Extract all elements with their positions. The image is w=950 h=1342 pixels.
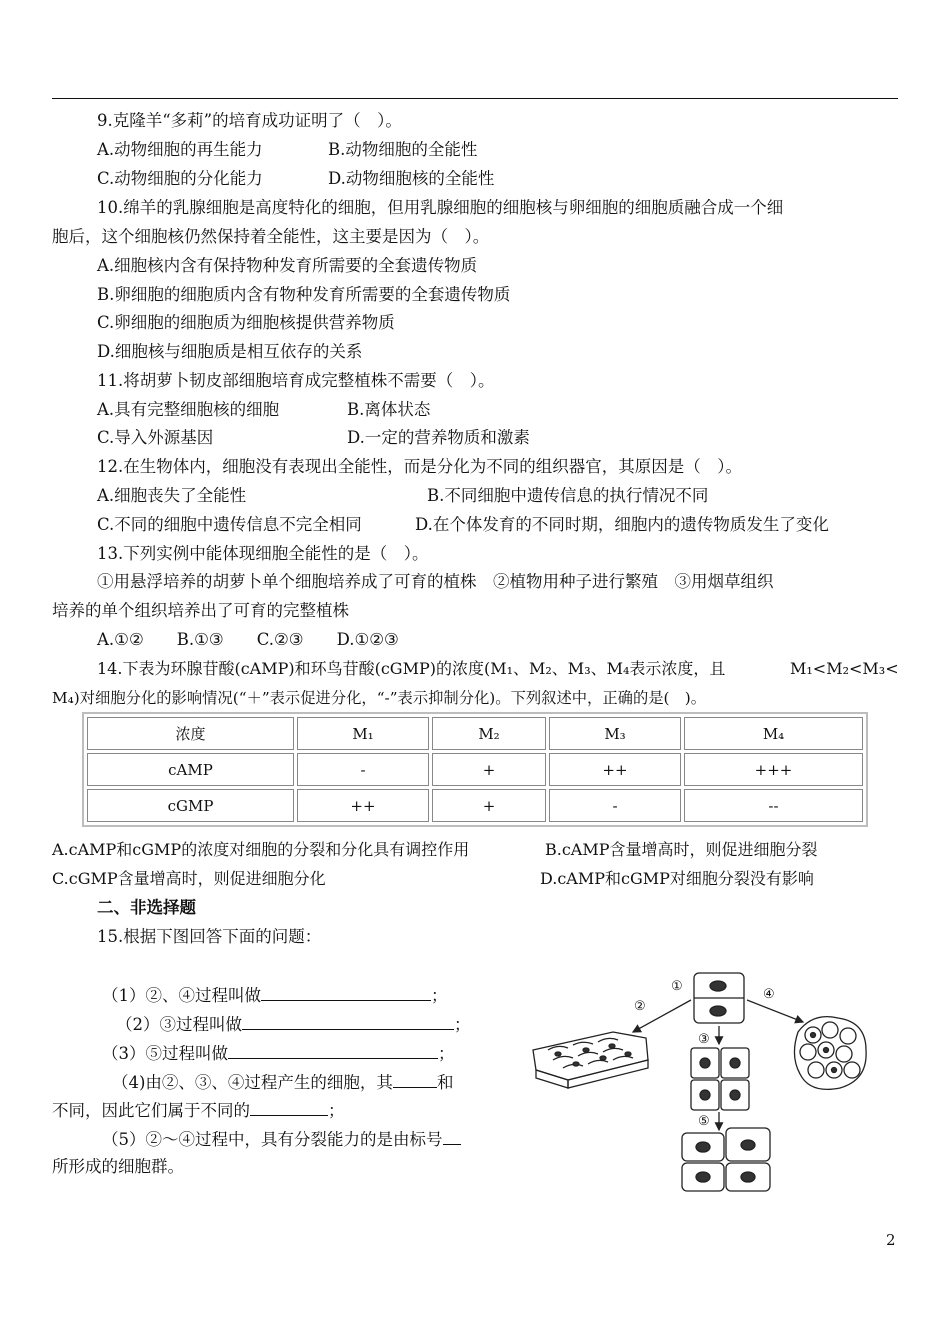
label-5: ⑤ <box>698 1114 710 1129</box>
q15-part5-label: （5）②～④过程中，具有分裂能力的是由标号 <box>102 1130 443 1149</box>
semicolon: ； <box>438 1044 455 1063</box>
q10-option-d: D.细胞核与细胞质是相互依存的关系 <box>97 342 363 361</box>
q10-option-c: C.卵细胞的细胞质为细胞核提供营养物质 <box>97 313 395 332</box>
q11-option-c: C.导入外源基因 <box>97 428 214 447</box>
q10-stem-line1: 10.绵羊的乳腺细胞是高度特化的细胞，但用乳腺细胞的细胞核与卵细胞的细胞质融合成一个细 <box>97 198 784 217</box>
q9-option-d: D.动物细胞核的全能性 <box>328 169 495 188</box>
q13-body-line2: 培养的单个组织培养出了可育的完整植株 <box>52 601 349 620</box>
table-cell: +++ <box>684 753 863 786</box>
q14-option-b: B.cAMP含量增高时，则促进细胞分裂 <box>545 840 818 859</box>
answer-blank[interactable] <box>443 1128 461 1145</box>
q15-part1-label: （1）②、④过程叫做 <box>102 986 261 1005</box>
label-2: ② <box>634 999 646 1014</box>
answer-blank[interactable] <box>228 1042 438 1059</box>
q11-option-b: B.离体状态 <box>347 400 431 419</box>
q15-part3 <box>102 1042 455 1064</box>
q15-part4-cont-label: 不同，因此它们属于不同的 <box>52 1101 250 1120</box>
table-header-row <box>87 717 863 750</box>
section-heading: 二、非选择题 <box>97 898 196 917</box>
table-cell: 浓度 <box>87 717 294 750</box>
q9-option-c: C.动物细胞的分化能力 <box>97 169 263 188</box>
q14-option-c: C.cGMP含量增高时，则促进细胞分化 <box>52 869 326 888</box>
semicolon: ； <box>328 1101 345 1120</box>
q10-stem-line2: 胞后，这个细胞核仍然保持着全能性，这主要是因为（ ）。 <box>52 227 490 246</box>
page-number: 2 <box>886 1231 896 1249</box>
cell-differentiation-diagram <box>528 970 873 1195</box>
label-4: ④ <box>763 987 775 1002</box>
q14-option-a: A.cAMP和cGMP的浓度对细胞的分裂和分化具有调控作用 <box>52 840 470 859</box>
q12-option-d: D.在个体发育的不同时期，细胞内的遗传物质发生了变化 <box>415 515 829 534</box>
semicolon: ； <box>454 1015 471 1034</box>
table-row <box>87 753 863 786</box>
answer-blank[interactable] <box>393 1071 437 1088</box>
tissue-2-icon <box>533 1032 648 1088</box>
table-row <box>87 789 863 822</box>
table-cell: M₂ <box>432 717 546 750</box>
label-1: ① <box>671 979 683 994</box>
table-cell: ++ <box>549 753 681 786</box>
table-cell: + <box>432 753 546 786</box>
q11-option-d: D.一定的营养物质和激素 <box>347 428 530 447</box>
table-cell: + <box>432 789 546 822</box>
q15-part1 <box>102 984 448 1006</box>
q15-part4 <box>112 1071 453 1093</box>
dividing-cells-icon <box>691 1048 749 1110</box>
q12-option-b: B.不同细胞中遗传信息的执行情况不同 <box>427 486 709 505</box>
table-cell: M₁ <box>297 717 429 750</box>
q14-stem-inequality: M₁<M₂<M₃< <box>790 659 899 678</box>
q12-stem: 12.在生物体内，细胞没有表现出全能性，而是分化为不同的组织器官，其原因是（ ）。 <box>97 457 742 476</box>
q12-option-c: C.不同的细胞中遗传信息不完全相同 <box>97 515 362 534</box>
table-cell: cGMP <box>87 789 294 822</box>
q15-stem: 15.根据下图回答下面的问题： <box>97 927 322 946</box>
q15-part3-label: （3）⑤过程叫做 <box>102 1044 228 1063</box>
table-cell: ++ <box>297 789 429 822</box>
q10-option-a: A.细胞核内含有保持物种发育所需要的全套遗传物质 <box>97 256 478 275</box>
q14-stem-line2: M₄)对细胞分化的影响情况(“＋”表示促进分化，“-”表示抑制分化)。下列叙述中，正确的是( )。 <box>52 689 707 707</box>
q15-part5 <box>102 1128 461 1150</box>
q13-stem: 13.下列实例中能体现细胞全能性的是（ ）。 <box>97 544 429 563</box>
q13-body-line1: ①用悬浮培养的胡萝卜单个细胞培养成了可育的植株 ②植物用种子进行繁殖 ③用烟草组织 <box>97 572 774 591</box>
q15-part2 <box>116 1013 471 1035</box>
q12-option-a: A.细胞丧失了全能性 <box>97 486 247 505</box>
q15-part4-cont <box>52 1099 345 1121</box>
table-cell: - <box>297 753 429 786</box>
table-cell: M₄ <box>684 717 863 750</box>
q15-part5-cont: 所形成的细胞群。 <box>52 1157 184 1176</box>
answer-blank[interactable] <box>261 984 431 1001</box>
table-cell: M₃ <box>549 717 681 750</box>
original-cell-icon <box>694 973 744 1023</box>
q15-part2-label: （2）③过程叫做 <box>116 1015 242 1034</box>
q9-stem: 9.克隆羊“多莉”的培育成功证明了（ ）。 <box>97 111 402 130</box>
header-rule <box>52 98 898 99</box>
q15-part4-and: 和 <box>436 1073 454 1092</box>
q13-options: A.①② B.①③ C.②③ D.①②③ <box>97 630 399 649</box>
table-cell: -- <box>684 789 863 822</box>
answer-blank[interactable] <box>242 1013 454 1030</box>
tissue-4-icon <box>794 1017 866 1090</box>
q11-stem: 11.将胡萝卜韧皮部细胞培育成完整植株不需要（ ）。 <box>97 371 495 390</box>
arrow-to-tissue-4 <box>747 1000 803 1022</box>
label-3: ③ <box>698 1032 710 1047</box>
table-cell: - <box>549 789 681 822</box>
answer-blank[interactable] <box>250 1099 328 1116</box>
q14-table <box>82 712 868 827</box>
semicolon: ； <box>431 986 448 1005</box>
q9-option-a: A.动物细胞的再生能力 <box>97 140 263 159</box>
q9-option-b: B.动物细胞的全能性 <box>328 140 478 159</box>
table-cell: cAMP <box>87 753 294 786</box>
q11-option-a: A.具有完整细胞核的细胞 <box>97 400 280 419</box>
q15-part4-label: （4)由②、③、④过程产生的细胞，其 <box>112 1073 393 1092</box>
q14-stem-line1: 14.下表为环腺苷酸(cAMP)和环鸟苷酸(cGMP)的浓度(M₁、M₂、M₃、M₄表示浓度，且 <box>97 659 726 678</box>
q14-option-d: D.cAMP和cGMP对细胞分裂没有影响 <box>540 869 814 888</box>
q10-option-b: B.卵细胞的细胞质内含有物种发育所需要的全套遗传物质 <box>97 285 511 304</box>
cell-group-5-icon <box>682 1128 770 1191</box>
